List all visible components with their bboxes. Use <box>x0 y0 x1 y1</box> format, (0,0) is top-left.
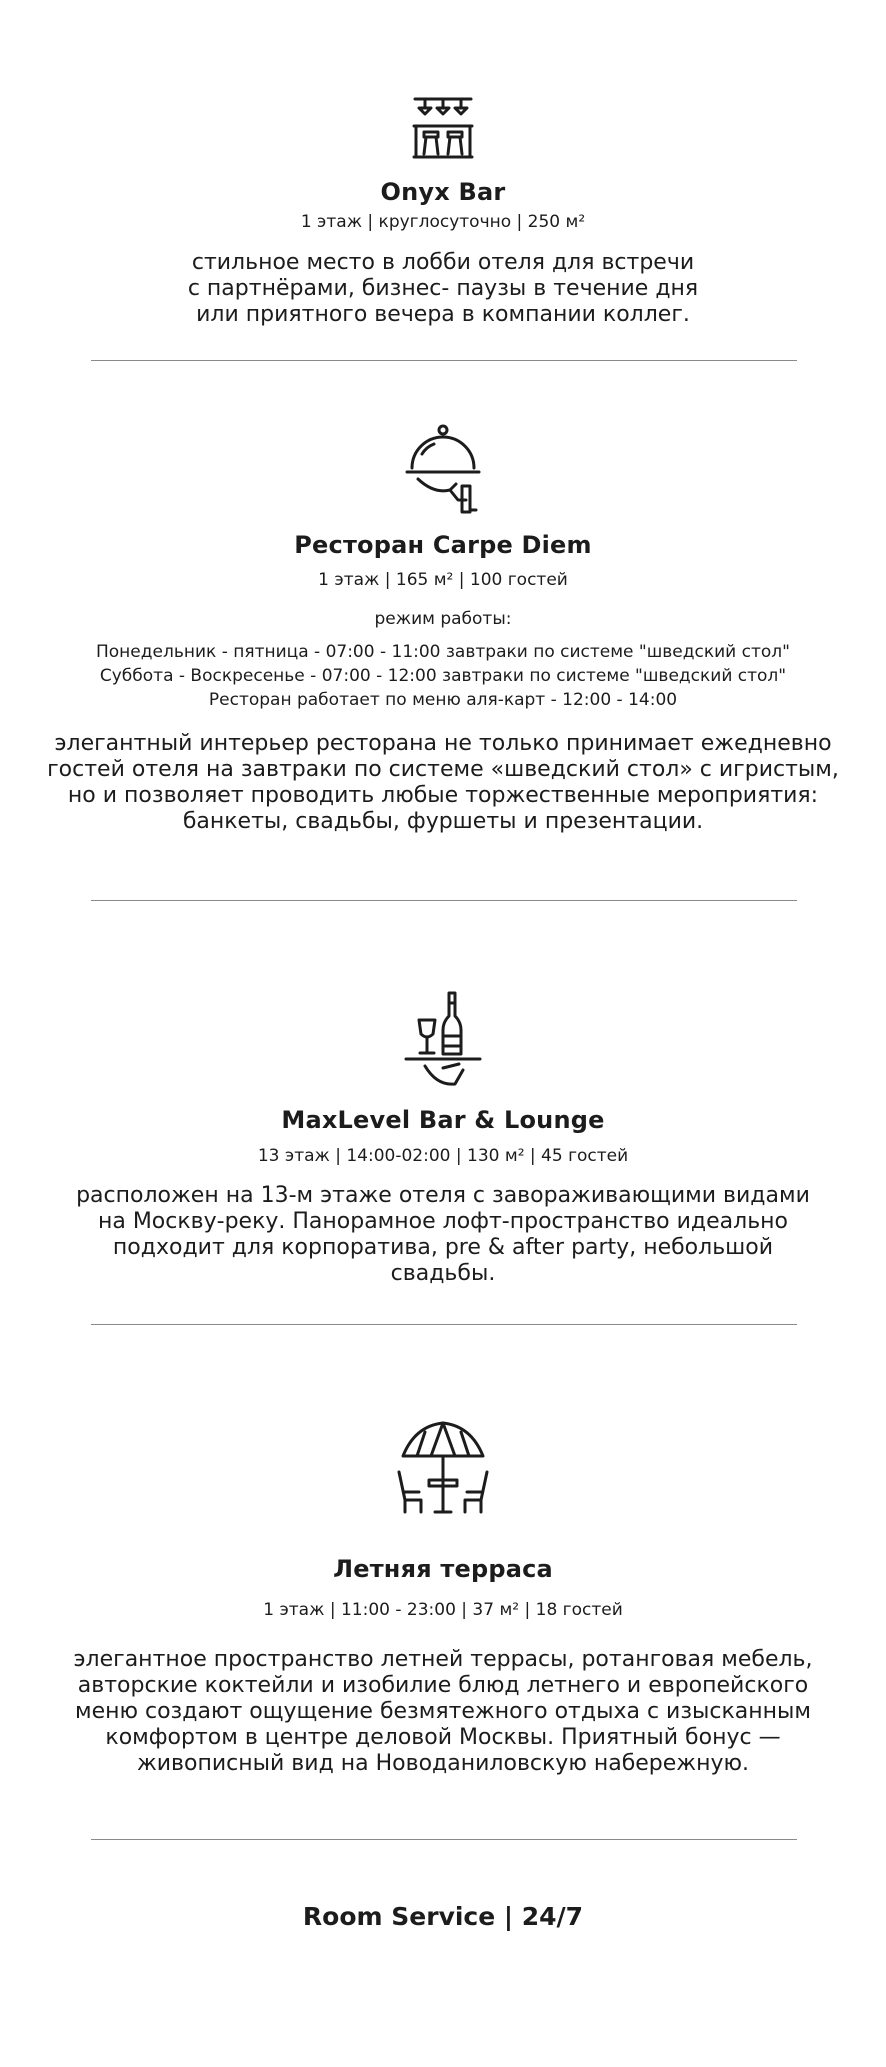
section-divider <box>91 360 797 361</box>
description-line: расположен на 13-м этаже отеля с завораживающими видами <box>76 1183 810 1208</box>
hours-list <box>0 640 886 712</box>
hours-label: режим работы: <box>374 609 512 629</box>
terrace-umbrella-icon <box>0 1420 886 1516</box>
venue-description <box>43 731 843 835</box>
description-line: элегантный интерьер ресторана не только принимает ежедневно <box>54 731 832 756</box>
description-line: живописный вид на Новоданиловскую набережную. <box>136 1751 750 1776</box>
section-divider <box>91 1324 797 1325</box>
venue-title: Onyx Bar <box>380 178 506 206</box>
venue-meta: 13 этаж | 14:00-02:00 | 130 м² | 45 гостей <box>257 1146 629 1166</box>
venue-meta: 1 этаж | 165 м² | 100 гостей <box>318 570 568 590</box>
section-divider <box>91 900 797 901</box>
venue-title: Ресторан Carpe Diem <box>294 531 592 559</box>
venue-description <box>83 250 803 328</box>
description-line: комфортом в центре деловой Москвы. Приятный бонус — <box>105 1725 781 1750</box>
venue-title: MaxLevel Bar & Lounge <box>281 1106 605 1134</box>
room-service-label: Room Service | 24/7 <box>302 1902 584 1931</box>
venue-meta: 1 этаж | круглосуточно | 250 м² <box>300 212 586 232</box>
cloche-icon <box>0 424 886 514</box>
description-line: меню создают ощущение безмятежного отдыха с изысканным <box>74 1699 812 1724</box>
section-divider <box>91 1839 797 1840</box>
description-line: но и позволяет проводить любые торжественные мероприятия: <box>67 783 819 808</box>
hours-line: Ресторан работает по меню аля-карт - 12:00 - 14:00 <box>208 690 678 710</box>
description-line: подходит для корпоратива, pre & after party, небольшой <box>112 1235 774 1260</box>
description-line: с партнёрами, бизнес- паузы в течение дня <box>187 276 699 301</box>
hours-line: Суббота - Воскресенье - 07:00 - 12:00 завтраки по системе "шведский стол" <box>99 666 787 686</box>
venue-title: Летняя терраса <box>333 1555 553 1583</box>
wine-tray-icon <box>0 990 886 1090</box>
description-line: свадьбы. <box>390 1261 496 1286</box>
description-line: элегантное пространство летней террасы, ротанговая мебель, <box>73 1647 813 1672</box>
venue-description <box>53 1647 833 1777</box>
bar-icon <box>0 96 886 160</box>
description-line: или приятного вечера в компании коллег. <box>196 302 690 327</box>
hours-line: Понедельник - пятница - 07:00 - 11:00 завтраки по системе "шведский стол" <box>96 642 790 662</box>
description-line: банкеты, свадьбы, фуршеты и презентации. <box>182 809 704 834</box>
description-line: авторские коктейли и изобилие блюд летнего и европейского <box>77 1673 809 1698</box>
description-line: гостей отеля на завтраки по системе «шведский стол» с игристым, <box>47 757 839 782</box>
description-line: на Москву-реку. Панорамное лофт-пространство идеально <box>97 1209 789 1234</box>
description-line: стильное место в лобби отеля для встречи <box>191 250 695 275</box>
venue-meta: 1 этаж | 11:00 - 23:00 | 37 м² | 18 гостей <box>263 1600 623 1620</box>
venue-description <box>53 1183 833 1287</box>
